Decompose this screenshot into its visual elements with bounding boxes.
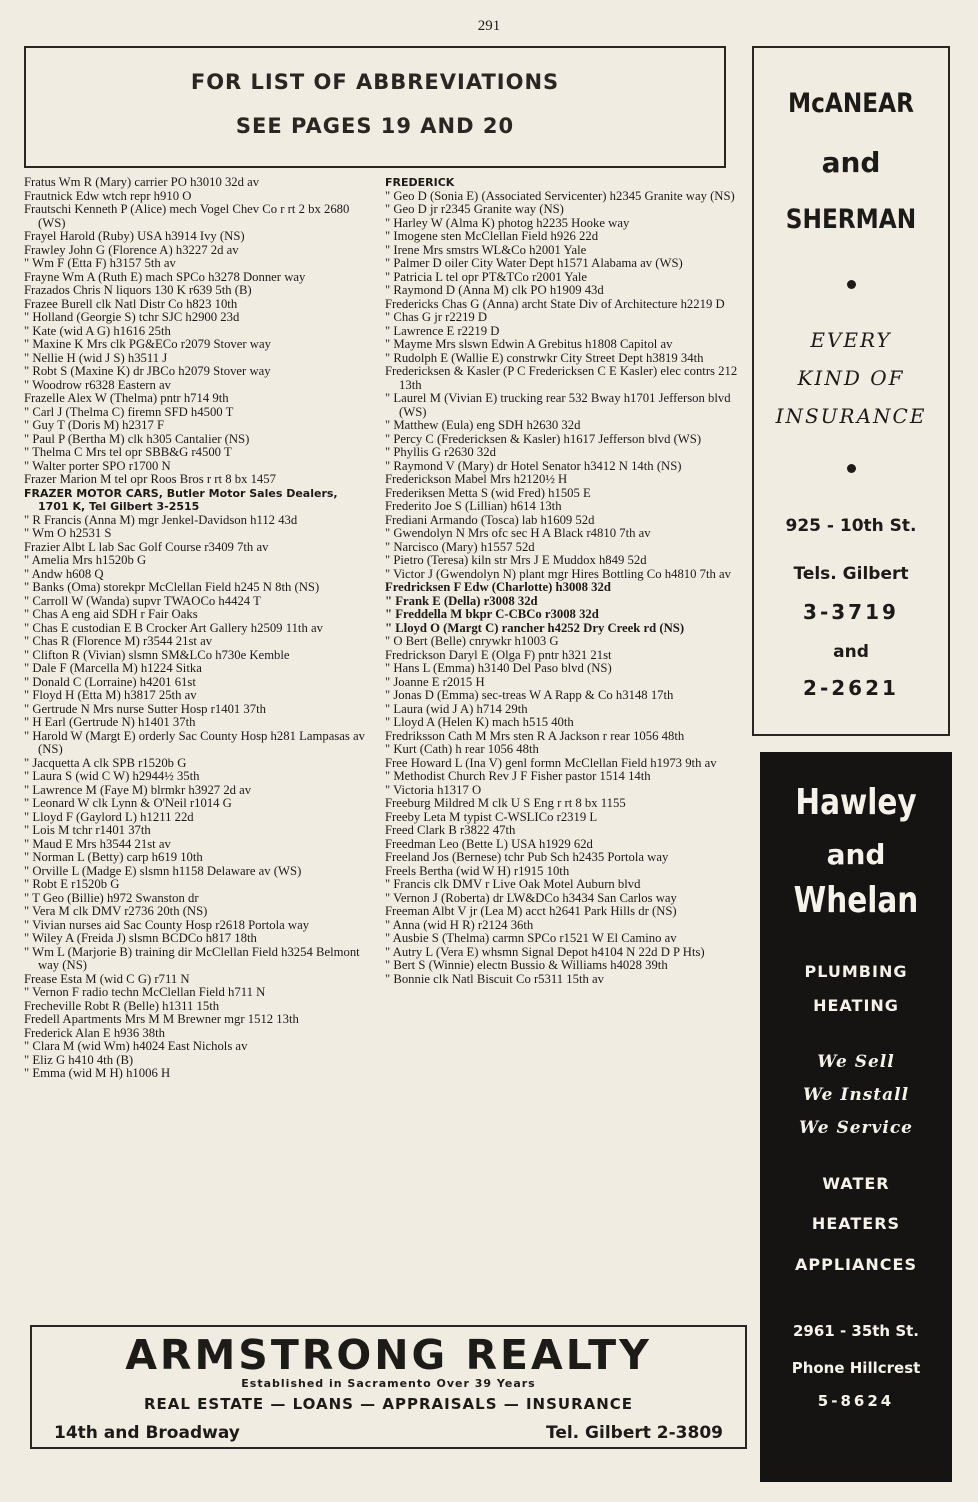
directory-entry: " Methodist Church Rev J F Fisher pastor 1514 14th [385, 769, 651, 783]
directory-entry: " Laura S (wid C W) h2944½ 35th [24, 769, 200, 783]
directory-entry: " Mayme Mrs slswn Edwin A Grebitus h1808 Capitol av [385, 337, 673, 351]
directory-entry: Fredricksen F Edw (Charlotte) h3008 32d [385, 580, 611, 594]
directory-entry: " Hans L (Emma) h3140 Del Paso blvd (NS) [385, 661, 612, 675]
plumbing-ad-sell: We Sell [817, 1052, 895, 1072]
directory-entry: " Lloyd A (Helen K) mach h515 40th [385, 715, 574, 729]
directory-entry: " Nellie H (wid J S) h3511 J [24, 350, 168, 365]
directory-entry: " Lawrence E r2219 D [385, 323, 500, 338]
directory-entry: " Woodrow r6328 Eastern av [24, 377, 171, 392]
directory-entry: " Geo D jr r2345 Granite way (NS) [385, 202, 564, 216]
plumbing-ad-cap-2: HEATING [813, 996, 899, 1015]
directory-entry: " Chas R (Florence M) r3544 21st av [24, 634, 213, 648]
directory-entry: " Clifton R (Vivian) slsmn SM&LCo h730e Kemble [24, 647, 290, 662]
directory-entry: " Kate (wid A G) h1616 25th [24, 323, 171, 338]
plumbing-ad-name-2: Whelan [793, 880, 919, 921]
directory-entry: Frederick Alan E h936 38th [24, 1025, 165, 1040]
directory-entry: " Holland (Georgie S) tchr SJC h2900 23d [24, 310, 240, 324]
directory-entry: Frazelle Alex W (Thelma) pntr h714 9th [24, 391, 229, 405]
directory-entry: " Norman L (Betty) carp h619 10th [24, 850, 203, 864]
directory-entry: " Lloyd F (Gaylord L) h1211 22d [24, 809, 194, 824]
directory-entry: " Percy C (Fredericksen & Kasler) h1617 Jefferson blvd (WS) [385, 431, 702, 446]
directory-entry: " Raymond D (Anna M) clk PO h1909 43d [385, 283, 604, 297]
directory-entry: " Emma (wid M H) h1006 H [24, 1066, 171, 1080]
directory-entry: " Harley W (Alma K) photog h2235 Hooke way [385, 215, 630, 230]
insurance-ad [752, 46, 950, 736]
directory-entry: " Lawrence M (Faye M) blrmkr h3927 2d av [24, 782, 252, 797]
directory-entry: " Gwendolyn N Mrs ofc sec H A Black r4810 7th av [385, 526, 651, 540]
directory-entry: " Vernon F radio techn McClellan Field h711 N [24, 985, 266, 999]
directory-entry: " Pietro (Teresa) kiln str Mrs J E Muddox h849 52d [385, 553, 647, 567]
insurance-ad-and: and [821, 146, 881, 179]
directory-entry: " Chas G jr r2219 D [385, 310, 488, 324]
plumbing-ad-phone-label: Phone Hillcrest [791, 1359, 921, 1377]
realty-ad-established: Established in Sacramento Over 39 Years [241, 1377, 536, 1390]
plumbing-ad-cap-1: PLUMBING [804, 962, 908, 981]
directory-entry: " Paul P (Bertha M) clk h305 Cantalier (NS) [24, 431, 250, 446]
plumbing-ad-service: We Service [799, 1118, 913, 1138]
directory-entry: " Victor J (Gwendolyn N) plant mgr Hires Bottling Co h4810 7th av [385, 566, 732, 581]
directory-entry: " Anna (wid H R) r2124 36th [385, 917, 534, 932]
directory-entry: " Guy T (Doris M) h2317 F [24, 418, 165, 432]
directory-entry: " Banks (Oma) storekpr McClellan Field h245 N 8th (NS) [24, 580, 320, 594]
insurance-ad-phone-1: 3-3719 [803, 600, 899, 624]
directory-entry: " Palmer D oiler City Water Dept h1571 Alabama av (WS) [385, 256, 683, 270]
directory-entry: " Laura (wid J A) h714 29th [385, 701, 528, 716]
directory-entry: " Dale F (Marcella M) h1224 Sitka [24, 661, 202, 675]
directory-entry: " Amelia Mrs h1520b G [24, 553, 147, 567]
insurance-ad-line-2: KIND OF [797, 366, 905, 390]
directory-entry: " Lois M tchr r1401 37th [24, 823, 151, 837]
insurance-ad-line-3: INSURANCE [775, 404, 927, 428]
insurance-ad-and-2: and [833, 642, 869, 662]
directory-entry: " Wm F (Etta F) h3157 5th av [24, 256, 176, 270]
directory-column-middle [385, 176, 750, 986]
directory-entry: " Rudolph E (Wallie E) constrwkr City Street Dept h3819 34th [385, 350, 704, 365]
directory-entry: Frederickson Mabel Mrs h2120½ H [385, 472, 568, 486]
plumbing-ad [760, 752, 952, 1482]
directory-entry: " Bonnie clk Natl Biscuit Co r5311 15th av [385, 971, 604, 986]
directory-entry: Freedman Leo (Bette L) USA h1929 62d [385, 836, 593, 851]
directory-entry: " Carl J (Thelma C) firemn SFD h4500 T [24, 404, 234, 419]
insurance-ad-tels: Tels. Gilbert [793, 564, 909, 584]
realty-ad-name: ARMSTRONG REALTY [125, 1331, 652, 1379]
directory-entry: Frayel Harold (Ruby) USA h3914 Ivy (NS) [24, 229, 245, 243]
plumbing-ad-appliances: APPLIANCES [795, 1255, 917, 1274]
directory-entry: Freeland Jos (Bernese) tchr Pub Sch h2435 Portola way [385, 850, 669, 864]
insurance-ad-name-1: McANEAR [788, 88, 914, 119]
directory-entry: " Vera M clk DMV r2736 20th (NS) [24, 904, 208, 918]
directory-entry: " Gertrude N Mrs nurse Sutter Hosp r1401 37th [24, 701, 266, 716]
plumbing-ad-phone: 5-8624 [817, 1392, 895, 1410]
directory-entry: " Matthew (Eula) eng SDH h2630 32d [385, 418, 581, 432]
directory-entry: Freeby Leta M typist C-WSLICo r2319 L [385, 809, 598, 824]
insurance-ad-address: 925 - 10th St. [785, 516, 917, 536]
directory-entry: " Raymond V (Mary) dr Hotel Senator h3412 N 14th (NS) [385, 458, 682, 473]
plumbing-ad-water: WATER [822, 1174, 890, 1193]
directory-entry: " H Earl (Gertrude N) h1401 37th [24, 715, 196, 729]
directory-entry: " Phyllis G r2630 32d [385, 445, 496, 459]
directory-entry: " Robt S (Maxine K) dr JBCo h2079 Stover way [24, 364, 271, 378]
plumbing-ad-and: and [826, 838, 886, 871]
plumbing-ad-name-1: Hawley [795, 782, 917, 823]
insurance-ad-line-1: EVERY [810, 328, 892, 352]
directory-entry: Fredrickson Daryl E (Olga F) pntr h321 21st [385, 647, 612, 662]
directory-entry: " Ausbie S (Thelma) carmn SPCo r1521 W El Camino av [385, 931, 677, 945]
directory-entry: " Carroll W (Wanda) supvr TWAOCo h4424 T [24, 593, 261, 608]
realty-ad-services: REAL ESTATE — LOANS — APPRAISALS — INSURANCE [143, 1395, 634, 1413]
directory-entry: " Narcisco (Mary) h1557 52d [385, 539, 535, 554]
directory-entry: " Joanne E r2015 H [385, 674, 485, 689]
directory-entry: " Robt E r1520b G [24, 877, 120, 891]
directory-entry: " Wiley A (Freida J) slsmn BCDCo h817 18th [24, 931, 257, 945]
directory-entry: Frease Esta M (wid C G) r711 N [24, 971, 190, 986]
directory-entry: Frautnick Edw wtch repr h910 O [24, 188, 192, 203]
directory-entry: " Harold W (Margt E) orderly Sac County Hosp h281 Lampasas av (NS) [24, 728, 365, 756]
directory-entry: " Freddella M bkpr C-CBCo r3008 32d [385, 607, 599, 621]
directory-entry: " Geo D (Sonia E) (Associated Servicenter) h2345 Granite way (NS) [385, 188, 735, 203]
abbreviations-line-2: SEE PAGES 19 AND 20 [235, 114, 515, 138]
directory-entry: Fredericks Chas G (Anna) archt State Div of Architecture h2219 D [385, 296, 725, 311]
directory-column-left [24, 176, 370, 1081]
plumbing-ad-address: 2961 - 35th St. [792, 1322, 920, 1340]
bullet-dot-icon [847, 464, 856, 473]
directory-entry: " Kurt (Cath) h rear 1056 48th [385, 742, 539, 756]
insurance-ad-phone-2: 2-2621 [803, 676, 899, 700]
directory-entry: " Eliz G h410 4th (B) [24, 1052, 134, 1067]
realty-ad-address: 14th and Broadway [54, 1423, 240, 1443]
directory-entry: " Bert S (Winnie) electn Bussio & Williams h4028 39th [385, 958, 668, 972]
directory-entry: " Chas A eng aid SDH r Fair Oaks [24, 607, 198, 621]
plumbing-ad-heaters: HEATERS [811, 1214, 901, 1233]
directory-entry: " R Francis (Anna M) mgr Jenkel-Davidson h112 43d [24, 512, 298, 527]
directory-entry: " Walter porter SPO r1700 N [24, 458, 171, 473]
directory-entry: Frederiksen Metta S (wid Fred) h1505 E [385, 485, 591, 500]
directory-entry: Frediani Armando (Tosca) lab h1609 52d [385, 512, 595, 527]
directory-entry: " Maxine K Mrs clk PG&ECo r2079 Stover way [24, 337, 271, 351]
abbreviations-line-1: FOR LIST OF ABBREVIATIONS [190, 70, 560, 94]
directory-entry: " Frank E (Della) r3008 32d [385, 593, 538, 608]
directory-entry: " Wm L (Marjorie B) training dir McClellan Field h3254 Belmont way (NS) [24, 944, 360, 972]
directory-entry: Frawley John G (Florence A) h3227 2d av [24, 242, 239, 257]
directory-entry: " Wm O h2531 S [24, 526, 112, 540]
directory-entry: " O Bert (Belle) cnrywkr h1003 G [385, 634, 559, 648]
directory-entry: Freeburg Mildred M clk U S Eng r rt 8 bx 1155 [385, 796, 626, 810]
directory-entry: " Floyd H (Etta M) h3817 25th av [24, 688, 197, 702]
abbreviations-notice [24, 46, 726, 168]
directory-entry: Fratus Wm R (Mary) carrier PO h3010 32d av [24, 175, 260, 189]
directory-entry: FREDERICK [385, 176, 455, 189]
directory-entry: Frazer Marion M tel opr Roos Bros r rt 8 bx 1457 [24, 472, 276, 486]
realty-ad-tel: Tel. Gilbert 2-3809 [545, 1423, 723, 1443]
directory-entry: Freels Bertha (wid W H) r1915 10th [385, 863, 570, 878]
directory-entry: Freeman Albt V jr (Lea M) acct h2641 Park Hills dr (NS) [385, 904, 677, 918]
directory-entry: Fredericksen & Kasler (P C Fredericksen C E Kasler) elec contrs 212 13th [385, 364, 738, 392]
directory-entry: " Victoria h1317 O [385, 782, 482, 797]
directory-entry: " Orville L (Madge E) slsmn h1158 Delaware av (WS) [24, 863, 302, 878]
directory-entry: " Clara M (wid Wm) h4024 East Nichols av [24, 1039, 248, 1053]
directory-entry: Frederito Joe S (Lillian) h614 13th [385, 499, 562, 513]
directory-entry: Frecheville Robt R (Belle) h1311 15th [24, 998, 220, 1013]
directory-entry: " Irene Mrs smstrs WL&Co h2001 Yale [385, 242, 587, 257]
directory-entry: " Donald C (Lorraine) h4201 61st [24, 674, 196, 689]
directory-entry: " Vernon J (Roberta) dr LW&DCo h3434 San Carlos way [385, 890, 677, 905]
directory-entry: " Vivian nurses aid Sac County Hosp r2618 Portola way [24, 917, 310, 932]
directory-entry: " Autry L (Vera E) whsmn Signal Depot h4104 N 22d D P Hts) [385, 944, 705, 959]
directory-entry: " Laurel M (Vivian E) trucking rear 532 Bway h1701 Jefferson blvd (WS) [385, 391, 731, 419]
directory-entry: Free Howard L (Ina V) genl formn McClellan Field h1973 9th av [385, 755, 717, 770]
page-number: 291 [477, 18, 501, 34]
directory-entry: Frazier Albt L lab Sac Golf Course r3409 7th av [24, 539, 269, 554]
directory-entry: Freed Clark B r3822 47th [385, 823, 516, 837]
directory-entry: " T Geo (Billie) h972 Swanston dr [24, 890, 199, 905]
directory-entry: Frautschi Kenneth P (Alice) mech Vogel Chev Co r rt 2 bx 2680 (WS) [24, 202, 350, 230]
directory-entry: Fredriksson Cath M Mrs sten R A Jackson r rear 1056 48th [385, 728, 685, 743]
insurance-ad-name-2: SHERMAN [785, 204, 917, 235]
directory-entry: " Patricia L tel opr PT&TCo r2001 Yale [385, 269, 588, 284]
bullet-dot-icon [847, 280, 856, 289]
directory-entry: " Jacquetta A clk SPB r1520b G [24, 755, 187, 770]
directory-entry: " Andw h608 Q [24, 566, 104, 581]
realty-ad [30, 1325, 747, 1449]
plumbing-ad-install: We Install [802, 1085, 910, 1105]
directory-entry: " Chas E custodian E B Crocker Art Gallery h2509 11th av [24, 620, 323, 635]
directory-entry: " Imogene sten McClellan Field h926 22d [385, 229, 599, 243]
directory-entry: " Maud E Mrs h3544 21st av [24, 836, 171, 851]
directory-entry: FRAZER MOTOR CARS, Butler Motor Sales Dealers, 1701 K, Tel Gilbert 3-2515 [24, 486, 338, 513]
directory-entry: " Lloyd O (Margt C) rancher h4252 Dry Creek rd (NS) [385, 620, 685, 635]
directory-entry: Frazee Burell clk Natl Distr Co h823 10th [24, 296, 238, 311]
directory-entry: Frayne Wm A (Ruth E) mach SPCo h3278 Donner way [24, 269, 306, 284]
directory-entry: " Leonard W clk Lynn & O'Neil r1014 G [24, 796, 232, 810]
directory-entry: " Thelma C Mrs tel opr SBB&G r4500 T [24, 445, 232, 459]
directory-entry: Fredell Apartments Mrs M M Brewner mgr 1512 13th [24, 1012, 299, 1026]
directory-entry: " Jonas D (Emma) sec-treas W A Rapp & Co h3148 17th [385, 688, 674, 702]
directory-entry: Frazados Chris N liquors 130 K r639 5th (B) [24, 283, 252, 297]
directory-entry: " Francis clk DMV r Live Oak Motel Auburn blvd [385, 877, 641, 891]
